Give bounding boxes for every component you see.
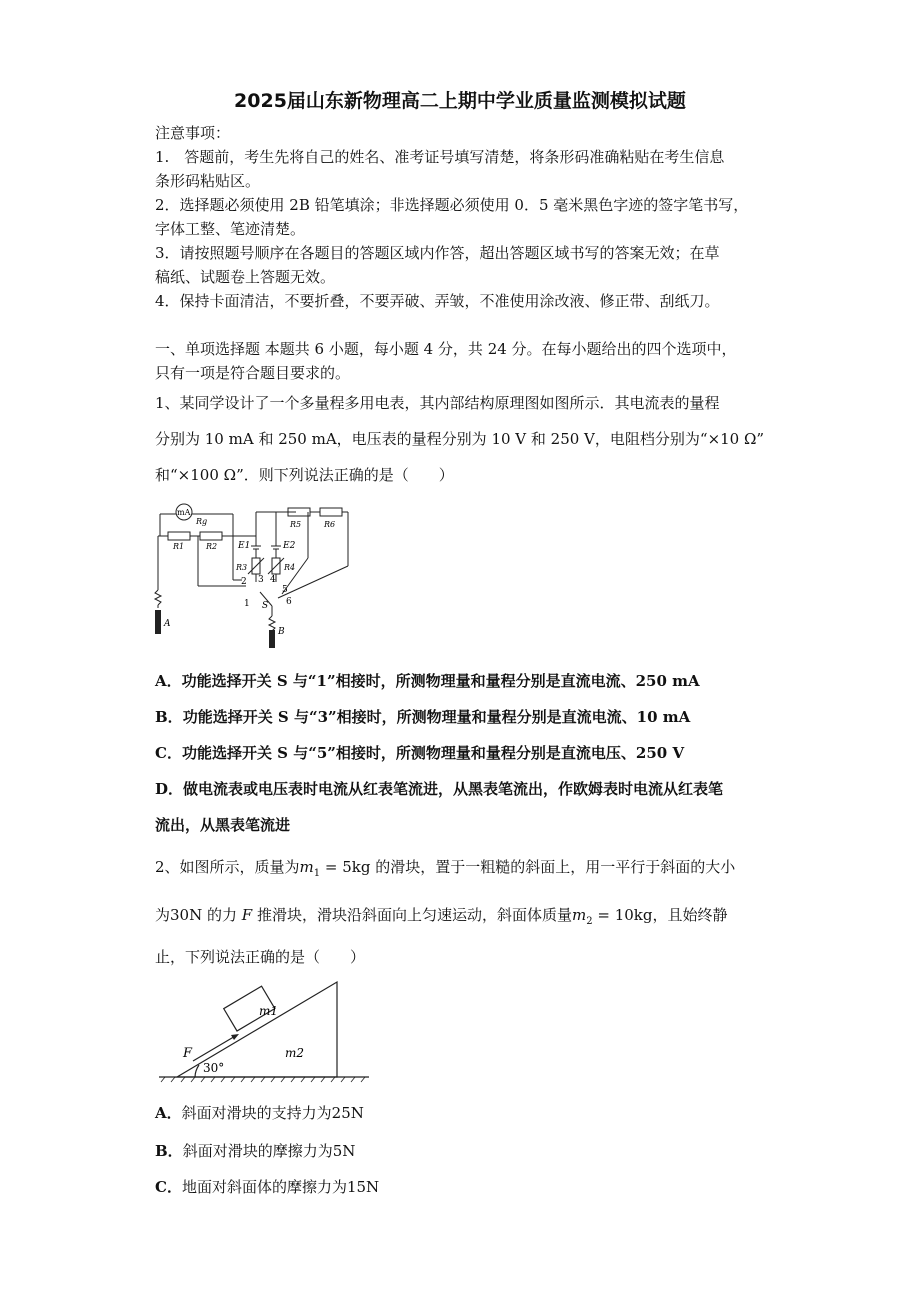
resistor-r1 <box>168 532 190 540</box>
switch-terminal-1: 1 <box>244 599 250 609</box>
q2-option-a: A．斜面对滑块的支持力为25N <box>155 1104 364 1122</box>
q1-option-d-cont: 流出，从黑表笔流进 <box>155 816 291 834</box>
q1-option-d: D．做电流表或电压表时电流从红表笔流进，从黑表笔流出，作欧姆表时电流从红表笔 <box>155 780 724 798</box>
resistor-r2 <box>200 532 222 540</box>
notice-line: 4．保持卡面清洁，不要折叠，不要弄破、弄皱，不准使用涂改液、修正带、刮纸刀。 <box>155 292 720 310</box>
switch-terminal-6: 6 <box>286 597 292 607</box>
r5-label: R5 <box>290 520 302 529</box>
e1-label: E1 <box>238 541 251 551</box>
q1-circuit-diagram <box>148 498 368 648</box>
rg-label: Rg <box>196 517 208 526</box>
q1-stem-line3: 和“×100 Ω”．则下列说法正确的是（ ） <box>155 466 454 484</box>
m2-label: m2 <box>285 1046 305 1060</box>
r3-label: R3 <box>236 563 248 572</box>
notice-line: 1. 答题前，考生先将自己的姓名、准考证号填写清楚，将条形码准确粘贴在考生信息 <box>155 148 725 166</box>
notice-line: 条形码粘贴区。 <box>155 172 261 190</box>
section-heading: 一、单项选择题 本题共 6 小题，每小题 4 分，共 24 分。在每小题给出的四个选项中， <box>155 340 737 358</box>
notice-line: 字体工整、笔迹清楚。 <box>155 220 306 238</box>
q2-stem-line2: 为30N 的力 F 推滑块，滑块沿斜面向上匀速运动，斜面体质量$m_2 = 10kg$，且始终静 <box>155 906 728 927</box>
probe-b-label: B <box>278 627 285 637</box>
angle-label: 30° <box>203 1061 225 1075</box>
switch-terminal-5: 5 <box>282 585 288 595</box>
probe-a-label: A <box>164 619 171 629</box>
switch-terminal-3: 3 <box>258 575 264 585</box>
resistor-r6 <box>320 508 342 516</box>
notice-line: 稿纸、试题卷上答题无效。 <box>155 268 336 286</box>
notice-line: 2．选择题必须使用 2B 铅笔填涂；非选择题必须使用 0．5 毫米黑色字迹的签字笔书写， <box>155 196 749 214</box>
q1-stem-line2: 分别为 10 mA 和 250 mA，电压表的量程分别为 10 V 和 250 V，电阻档分别为“×10 Ω” <box>155 430 765 448</box>
notice-line: 3．请按照题号顺序在各题目的答题区域内作答，超出答题区域书写的答案无效；在草 <box>155 244 720 262</box>
e2-label: E2 <box>283 541 296 551</box>
q2-option-b: B．斜面对滑块的摩擦力为5N <box>155 1142 356 1160</box>
force-arrow <box>193 1035 237 1061</box>
probe-a <box>155 610 161 634</box>
r2-label: R2 <box>206 542 218 551</box>
q2-stem-line1: 2、如图所示，质量为$m_1 = 5kg$ 的滑块，置于一粗糙的斜面上，用一平行于斜面的大小 <box>155 858 736 879</box>
notice-heading: 注意事项： <box>155 124 231 142</box>
r6-label: R6 <box>324 520 336 529</box>
q1-stem-line1: 1、某同学设计了一个多量程多用电表，其内部结构原理图如图所示．其电流表的量程 <box>155 394 720 412</box>
exam-title: 2025届山东新物理高二上期中学业质量监测模拟试题 <box>234 90 686 112</box>
switch-label: S <box>262 601 269 611</box>
switch-terminal-4: 4 <box>270 575 276 585</box>
q2-option-c: C．地面对斜面体的摩擦力为15N <box>155 1178 380 1196</box>
probe-b <box>269 630 275 648</box>
meter-label: mA <box>177 508 191 517</box>
force-label: F <box>183 1046 193 1061</box>
q1-option-b: B．功能选择开关 S 与“3”相接时，所测物理量和量程分别是直流电流、10 mA <box>155 708 691 726</box>
section-heading-cont: 只有一项是符合题目要求的。 <box>155 364 351 382</box>
q1-option-c: C．功能选择开关 S 与“5”相接时，所测物理量和量程分别是直流电压、250 V <box>155 744 685 762</box>
r1-label: R1 <box>173 542 185 551</box>
switch-terminal-2: 2 <box>241 577 247 587</box>
m1-label: m1 <box>259 1004 279 1018</box>
q2-incline-diagram <box>155 975 375 1085</box>
r4-label: R4 <box>284 563 296 572</box>
q2-stem-line3: 止，下列说法正确的是（ ） <box>155 948 366 966</box>
q1-option-a: A．功能选择开关 S 与“1”相接时，所测物理量和量程分别是直流电流、250 mA <box>155 672 700 690</box>
angle-arc <box>195 1065 199 1077</box>
